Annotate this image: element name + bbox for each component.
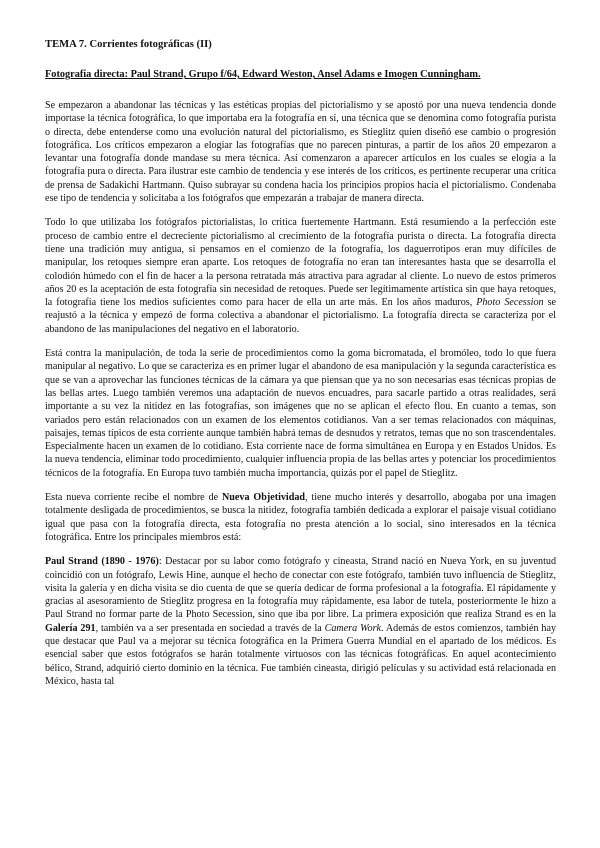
paragraph-5-text-c: . Además de estos comienzos, también hay que destacar que Paul va a mejorar su técnica fotográfica en la Primera Guerra Mundial en el apartado de los médicos. Es esencial saber que estos fotógrafos se harán totalmente virtuosos con las técnicas fotográficas. En aquel acontecimiento bélico, Strand, adquirió cierto dominio en la técnica. Fue también cineasta, dirigió películas y su actividad está relacionada en México, hasta tal xyxy=(45,622,556,687)
nueva-objetividad-bold: Nueva Objetividad xyxy=(222,492,305,504)
paragraph-3: Está contra la manipulación, de toda la serie de procedimientos como la goma bicromatada, el bromóleo, todo lo que fuera manipular al negativo. Lo que se caracteriza es en primer lugar el abandono de esa manipulación y la segunda característica es que se van a aprovechar las funciones técnicas de la cámara ya que piensan que ya no son necesarias esas técnicas propias de las bellas artes. Luego también veremos una adaptación de nuevos encuadres, para sacarle partido a otras realidades, será importante a su vez la nitidez en las fotografías, son imágenes que no se aplican el efecto flou. En cuanto a temas, son variados pero están relacionados con un examen de los elementos cotidianos. Van a ser temas relacionados con máquinas, paisajes, temas típicos de esta corriente aunque también habrá temas de desnudos y retratos, temas que no son trascendentales. Especialmente hacen un examen de lo cotidiano. Esta corriente nace de forma simultánea en Europa y en Estados Unidos. Es la nueva tendencia, eliminar todo procedimiento, cualquier influencia propia de las bellas artes y potenciar los procedimientos técnicos de la fotografía. En Europa tuvo también mucha importancia, quizás por el papel de Stieglitz. xyxy=(45,348,556,479)
paragraph-4 xyxy=(45,491,556,544)
paragraph-4-text-b: , tiene mucho interés y desarrollo, abogaba por una imagen totalmente desligada de procedimientos, se busca la nitidez, fotografía también dedicada a explorar el paisaje visual cotidiano igual que pasa con la fotografía directa, esta fotografía no presta atención a lo social, sino interesados en la técnica fotográfica. Entre los principales miembros está: xyxy=(45,492,556,543)
paragraph-2-text-a: Todo lo que utilizaba los fotógrafos pictorialistas, lo critica fuertemente Hartmann. Está resumiendo a la perfección este proceso de cambio entre el decreciente pictorialismo al crecimiento de la fotografía purista o directa. La fotografía directa tiene una tradición muy antigua, si pensamos en el comienzo de la fotografía, los daguerrotipos eran muy difíciles de manipular, los retoques siempre eran aparte. Los retoques de fotografía no eran tan interesantes hasta que se desarrolla el colodión húmedo con el fin de hacer a la persona retratada más atractiva para agradar al cliente. Lo nuevo de estos primeros años 20 es la aceptación de esta fotografía sin necesidad de retoques. Puede ser legítimamente artística sin que haya retoques, la fotografía tiene los medios suficientes como para hacer de ella un arte más. En los años maduros, xyxy=(45,217,556,309)
paragraph-2 xyxy=(45,216,556,336)
document-title: TEMA 7. Corrientes fotográficas (II) xyxy=(45,39,212,50)
photo-secession-italic: Photo Secession xyxy=(476,297,544,309)
paragraph-5-text-b: , también va a ser presentada en sociedad a través de la xyxy=(95,622,325,634)
paragraph-5 xyxy=(45,555,556,688)
paul-strand-heading: Paul Strand (1890 - 1976) xyxy=(45,556,159,568)
paragraph-5-text-a: : Destacar por su labor como fotógrafo y cineasta, Strand nació en Nueva York, en su juventud coincidió con un fotógrafo, Lewis Hine, aunque el hecho de conectar con este fotógrafo, también tuvo influencia de Stieglitz, visita la galería y en dicha visita se dio cuenta de que se quería dedicar de forma profesional a la fotografía. El rápidamente y gracias al asesoramiento de Stieglitz progresa en la fotografía muy rápidamente, esa labor de tutela, posteriormente le hizo a Paul Strand no formar parte de la Photo Secession, sino que iba por libre. La primera exposición que realiza Strand es en la xyxy=(45,556,556,621)
camera-work-italic: Camera Work xyxy=(324,622,382,634)
paragraph-2-text-b: se reajustó a la técnica y empezó de forma colectiva a abandonar el pictorialismo. La fotografía directa se caracteriza por el abandono de las manipulaciones del negativo en el laboratorio. xyxy=(45,297,556,335)
paragraph-4-text-a: Esta nueva corriente recibe el nombre de xyxy=(45,492,223,504)
galeria-291-bold: Galería 291 xyxy=(45,622,96,634)
section-subtitle: Fotografía directa: Paul Strand, Grupo f/64, Edward Weston, Ansel Adams e Imogen Cunningham. xyxy=(45,69,481,80)
paragraph-1: Se empezaron a abandonar las técnicas y las estéticas propias del pictorialismo y se apostó por una nueva tendencia donde importase la técnica fotográfica, lo que importaba era la fotografía en sí, una técnica que se denomina como fotografía purista o directa, debe entenderse como una evolución natural del pictorialismo, es Stieglitz quien diseñó ese cambio o progresión fotográfica. Los críticos empezaron a elogiar las fotografías que no parecen pinturas, a partir de los años 20 empezaron a levantar una fotografía donde mandase su mera técnica. Así comenzaron a aparecer artículos en los cuales se elogia a la fotografía pura o directa. Para ilustrar este cambio de tendencia y ese interés de los críticos, es pertinente recuperar una crítica de prensa de Sadakichi Hartmann. Quiso subrayar su condena hacia los principios propios hacia el pictorialismo. Condenaba ese tipo de tendencia y solicitaba a los fotógrafos que empezarán a trabajar de manera directa. xyxy=(45,100,556,205)
